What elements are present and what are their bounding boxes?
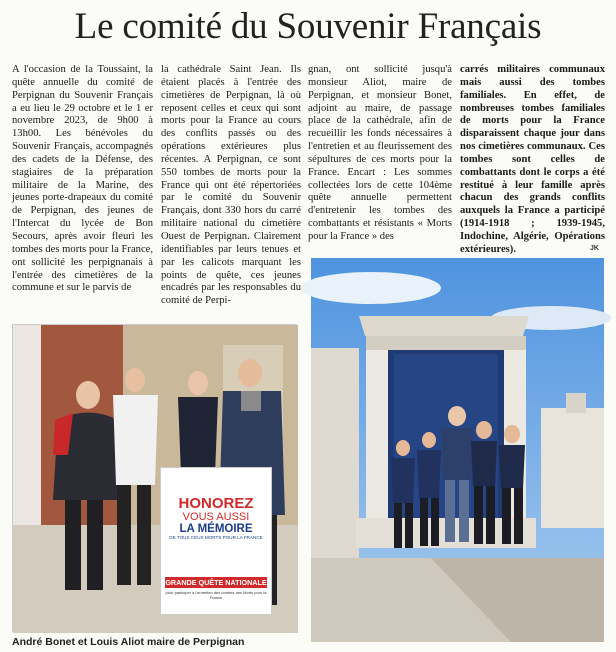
- article-column-1: [12, 64, 153, 320]
- banner-line: LA MÉMOIRE: [179, 523, 253, 535]
- article-text: A l'occasion de la Toussaint, la quête annuelle du comité de Perpignan du Souvenir Français a eu lieu le 29 octobre et le 1 er novembre 2023, de 9h00 à 13h00. Les bénévoles du Souvenir Français, accompagnés des cadets de la Défense, des stagiaires de la préparation militaire de la Marine, des jeunes porte-drapeaux du comité de Perpignan, des jeunes de l'Intercat du lycée de Bon Secours, après avoir fleuri les tombes des morts pour la France, ont sollicité les perpignanais à l'entrée des cimetières de la commune et sur le parvis de: [12, 64, 153, 294]
- quete-banner: [160, 467, 272, 615]
- banner-quete-label: GRANDE QUÊTE NATIONALE: [165, 578, 267, 587]
- article-text: gnan, ont sollicité jusqu'à monsieur Aliot, maire de Perpignan, et monsieur Bonet, adjoint au maire, de passage place de la cathédrale, afin de recueillir les fonds nécessaires à l'entretien et au fleurissement des sépultures de ces morts pour la France. Encart : Les sommes collectées lors de cette 104ème quête annuelle permettent d'entretenir les tombes des combattants et résistants « Morts pour la France » des: [308, 64, 452, 242]
- article-text: la cathédrale Saint Jean. Ils étaient placés à l'entrée des cimetières de Perpignan, là où reposent celles et ceux qui sont morts pour la France au cours des conflits passés ou des opérations extérieures plus récentes. A Perpignan, ce sont 550 tombes de morts pour la France qui ont été répertoriées par le comité du Souvenir Français, dont 330 hors du carré militaire national du cimetière Ouest de Perpignan. Clairement identifiables par leurs tenues et par les calicots marquant les points de quête, ces jeunes encadrés par les responsables du comité de Perpi-: [161, 64, 301, 307]
- photo-caption: André Bonet et Louis Aliot maire de Perpignan: [12, 636, 245, 648]
- article-column-3: [308, 64, 452, 254]
- author-signature: JK: [590, 245, 599, 252]
- article-column-2: [161, 64, 301, 320]
- photo-cemetery: [311, 258, 604, 642]
- article-text: carrés militaires communaux mais aussi des tombes familiales. En effet, de nombreuses tombes familiales de morts pour la France disparaissent chaque jour dans nos cimetières communaux. Ces tombes sont celles de combattants dont le corps a été restitué à leur famille après chacun des grands conflits auxquels la France a participé (1914-1918 ; 1939-1945, Indochine, Algérie, Opérations extérieures).: [460, 64, 605, 255]
- banner-line: DE TOUS CEUX MORTS POUR LA FRANCE: [169, 535, 263, 540]
- banner-line: HONOREZ: [178, 495, 254, 512]
- banner-line: pour participer à l'entretien des tombes des Morts pour la France: [165, 590, 267, 600]
- page-title: Le comité du Souvenir Français: [74, 6, 542, 47]
- photo-cemetery-image: [311, 258, 604, 642]
- photo-cathedral: [12, 324, 297, 632]
- banner-line: VOUS AUSSI: [182, 511, 250, 523]
